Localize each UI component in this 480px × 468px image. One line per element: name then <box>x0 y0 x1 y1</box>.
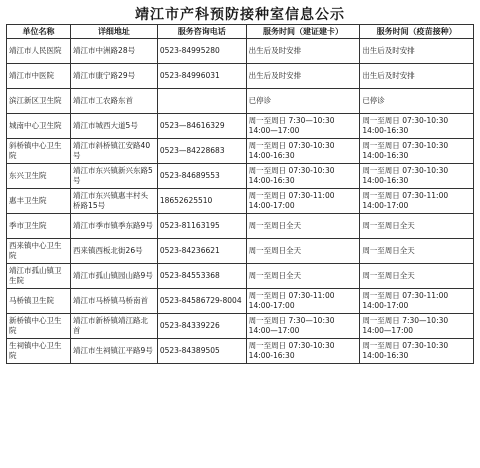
table-row <box>7 114 474 139</box>
cell-card-time: 周一至周日 7:30—10:30 14:00—17:00 <box>246 314 360 339</box>
table-row <box>7 214 474 239</box>
cell-unit: 东兴卫生院 <box>7 164 71 189</box>
cell-unit: 季市卫生院 <box>7 214 71 239</box>
table-header-row <box>7 25 474 39</box>
cell-card-time: 周一至周日 07:30-11:00 14:00-17:00 <box>246 289 360 314</box>
cell-vaccine-time: 周一至周日全天 <box>360 239 474 264</box>
header-unit: 单位名称 <box>7 25 71 39</box>
cell-card-time: 周一至周日全天 <box>246 214 360 239</box>
cell-address: 靖江市东兴镇新兴东路5号 <box>71 164 158 189</box>
cell-unit: 惠丰卫生院 <box>7 189 71 214</box>
cell-vaccine-time: 周一至周日 07:30-10:30 14:00-16:30 <box>360 339 474 364</box>
cell-phone: 0523-84553368 <box>157 264 246 289</box>
cell-address: 靖江市斜桥镇江安路40号 <box>71 139 158 164</box>
cell-unit: 滨江新区卫生院 <box>7 89 71 114</box>
table-row <box>7 139 474 164</box>
cell-address: 靖江市新桥镇靖江路北首 <box>71 314 158 339</box>
cell-unit: 西来镇中心卫生院 <box>7 239 71 264</box>
table-row <box>7 289 474 314</box>
cell-address: 靖江市生祠镇江平路9号 <box>71 339 158 364</box>
table-row <box>7 189 474 214</box>
cell-card-time: 已停诊 <box>246 89 360 114</box>
cell-phone: 0523-84689553 <box>157 164 246 189</box>
cell-card-time: 出生后及时安排 <box>246 64 360 89</box>
header-phone: 服务咨询电话 <box>157 25 246 39</box>
cell-phone: 0523-81163195 <box>157 214 246 239</box>
cell-phone: 0523-84995280 <box>157 39 246 64</box>
cell-unit: 生祠镇中心卫生院 <box>7 339 71 364</box>
cell-unit: 靖江市孤山镇卫生院 <box>7 264 71 289</box>
cell-card-time: 周一至周日 7:30—10:30 14:00—17:00 <box>246 114 360 139</box>
cell-address: 靖江市孤山镇园山路9号 <box>71 264 158 289</box>
cell-phone: 0523-84389505 <box>157 339 246 364</box>
cell-vaccine-time: 周一至周日全天 <box>360 264 474 289</box>
cell-unit: 靖江市人民医院 <box>7 39 71 64</box>
cell-address: 靖江市马桥镇马桥南首 <box>71 289 158 314</box>
cell-vaccine-time: 周一至周日全天 <box>360 214 474 239</box>
cell-unit: 城南中心卫生院 <box>7 114 71 139</box>
cell-phone: 0523-84586729-8004 <box>157 289 246 314</box>
cell-address: 靖江市中洲路28号 <box>71 39 158 64</box>
info-table <box>6 24 474 364</box>
table-row <box>7 89 474 114</box>
cell-vaccine-time: 出生后及时安排 <box>360 39 474 64</box>
table-row <box>7 64 474 89</box>
cell-card-time: 周一至周日 07:30-10:30 14:00-16:30 <box>246 339 360 364</box>
cell-card-time: 出生后及时安排 <box>246 39 360 64</box>
cell-vaccine-time: 周一至周日 07:30-10:30 14:00-16:30 <box>360 139 474 164</box>
table-row <box>7 314 474 339</box>
cell-address: 靖江市东兴镇惠丰村头桥路15号 <box>71 189 158 214</box>
cell-card-time: 周一至周日全天 <box>246 264 360 289</box>
cell-vaccine-time: 出生后及时安排 <box>360 64 474 89</box>
cell-unit: 靖江市中医院 <box>7 64 71 89</box>
cell-unit: 新桥镇中心卫生院 <box>7 314 71 339</box>
table-row <box>7 164 474 189</box>
cell-phone: 0523—84616329 <box>157 114 246 139</box>
page-title: 靖江市产科预防接种室信息公示 <box>135 7 345 23</box>
cell-card-time: 周一至周日 07:30-10:30 14:00-16:30 <box>246 164 360 189</box>
cell-phone: 0523-84236621 <box>157 239 246 264</box>
cell-phone: 0523—84228683 <box>157 139 246 164</box>
table-row <box>7 264 474 289</box>
cell-vaccine-time: 周一至周日 7:30—10:30 14:00—17:00 <box>360 314 474 339</box>
cell-address: 靖江市工农路东首 <box>71 89 158 114</box>
cell-card-time: 周一至周日全天 <box>246 239 360 264</box>
cell-phone: 18652625510 <box>157 189 246 214</box>
cell-address: 靖江市季市镇季东路9号 <box>71 214 158 239</box>
cell-unit: 马桥镇卫生院 <box>7 289 71 314</box>
table-row <box>7 339 474 364</box>
cell-phone: 0523-84996031 <box>157 64 246 89</box>
cell-address: 靖江市城西大道5号 <box>71 114 158 139</box>
header-address: 详细地址 <box>71 25 158 39</box>
header-card-time: 服务时间（建证建卡） <box>246 25 360 39</box>
cell-phone: 0523-84339226 <box>157 314 246 339</box>
cell-address: 靖江市康宁路29号 <box>71 64 158 89</box>
header-vaccine-time: 服务时间（疫苗接种） <box>360 25 474 39</box>
cell-address: 西来镇西板北街26号 <box>71 239 158 264</box>
cell-card-time: 周一至周日 07:30-11:00 14:00-17:00 <box>246 189 360 214</box>
table-row <box>7 239 474 264</box>
cell-vaccine-time: 已停诊 <box>360 89 474 114</box>
cell-card-time: 周一至周日 07:30-10:30 14:00-16:30 <box>246 139 360 164</box>
cell-vaccine-time: 周一至周日 07:30-11:00 14:00-17:00 <box>360 289 474 314</box>
cell-vaccine-time: 周一至周日 07:30-11:00 14:00-17:00 <box>360 189 474 214</box>
cell-phone <box>157 89 246 114</box>
cell-unit: 斜桥镇中心卫生院 <box>7 139 71 164</box>
cell-vaccine-time: 周一至周日 07:30-10:30 14:00-16:30 <box>360 164 474 189</box>
cell-vaccine-time: 周一至周日 07:30-10:30 14:00-16:30 <box>360 114 474 139</box>
table-row <box>7 39 474 64</box>
